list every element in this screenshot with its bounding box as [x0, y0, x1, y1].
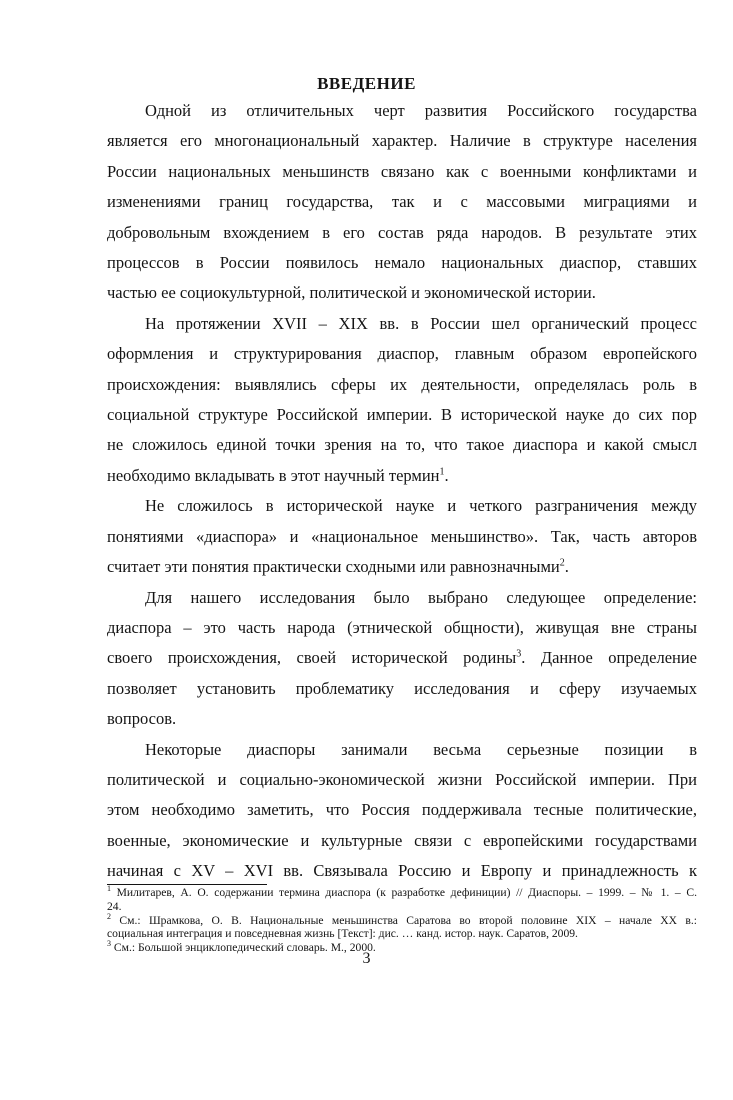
text-fragment: .	[564, 557, 569, 577]
text-fragment: необходимо вкладывать в этот научный термин	[107, 465, 440, 485]
footnote-text: См.: Большой энциклопедический словарь. М., 2000.	[113, 941, 376, 955]
text-line: вопросов.	[107, 709, 177, 729]
text-line: России национальных меньшинств связано как с военными конфликтами и	[107, 161, 697, 181]
text-line: изменениями границ государства, так и с массовыми миграциями и	[107, 192, 697, 212]
text-fragment: своего происхождения, своей исторической родины	[107, 648, 517, 668]
text-line: не сложилось единой точки зрения на то, что такое диаспора и какой смысл	[107, 435, 697, 455]
text-line-with-footnote	[107, 643, 697, 673]
text-line: На протяжении XVII – XIX вв. в России шел органический процесс	[145, 313, 697, 333]
text-line: Некоторые диаспоры занимали весьма серьезные позиции в	[145, 739, 697, 759]
paragraph-4	[107, 583, 697, 735]
text-line-with-footnote	[107, 552, 697, 582]
text-fragment: считает эти понятия практически сходными или равнозначными	[107, 557, 560, 577]
text-line: оформления и структурирования диаспор, главным образом европейского	[107, 344, 697, 364]
footnote-mark: 2	[107, 911, 111, 921]
text-line: добровольным вхождением в его состав ряда народов. В результате этих	[107, 222, 697, 242]
footnote-text: См.: Шрамкова, О. В. Национальные меньшинства Саратова во второй половине XIX – начале XX в.:	[119, 913, 697, 927]
footnote-1	[107, 886, 697, 914]
footnotes	[107, 886, 697, 955]
footnote-line	[107, 911, 697, 928]
text-line: диаспора – это часть народа (этнической общности), живущая вне страны	[107, 617, 697, 637]
text-line: этом необходимо заметить, что Россия поддерживала тесные политические,	[107, 800, 697, 820]
text-line: Не сложилось в исторической науке и четкого разграничения между	[145, 496, 697, 516]
footnote-line: социальная интеграция и повседневная жизнь [Текст]: дис. … канд. истор. наук. Саратов, 2009.	[107, 927, 578, 941]
footnote-line: 24.	[107, 899, 122, 913]
section-heading: ВВЕДЕНИЕ	[317, 74, 416, 93]
paragraph-2	[107, 309, 697, 491]
footnote-2	[107, 911, 697, 942]
body-text	[107, 96, 697, 887]
text-line: является его многонациональный характер. Наличие в структуре населения	[107, 131, 697, 151]
text-fragment: . Данное определение	[521, 648, 697, 668]
footnote-line	[107, 886, 697, 900]
footnote-text: Милитарев, А. О. содержании термина диаспора (к разработке дефиниции) // Диаспоры. – 1999. – № 1. – С.	[116, 886, 697, 899]
text-line: военные, экономические и культурные связи с европейскими государствами	[107, 830, 697, 850]
text-line-with-footnote	[107, 461, 697, 491]
text-line: процессов в России появилось немало национальных диаспор, ставших	[107, 253, 697, 273]
footnote-reference[interactable]: 3	[516, 648, 522, 660]
text-line: начиная с XV – XVI вв. Связывала Россию и Европу и принадлежность к	[107, 861, 697, 881]
footnote-reference[interactable]: 2	[559, 557, 565, 569]
text-line: частью ее социокультурной, политической и экономической истории.	[107, 283, 596, 303]
text-line: понятиями «диаспора» и «национальное меньшинство». Так, часть авторов	[107, 526, 697, 546]
footnote-reference[interactable]: 1	[439, 466, 445, 478]
text-line: происхождения: выявлялись сферы их деятельности, определялась роль в	[107, 374, 697, 394]
footnote-divider	[107, 884, 267, 885]
paragraph-1	[107, 96, 697, 309]
text-line: социальной структуре Российской империи. В исторической науке до сих пор	[107, 405, 697, 425]
footnote-mark: 1	[107, 884, 111, 894]
paragraph-5	[107, 735, 697, 887]
text-line: политической и социально-экономической жизни Российской империи. При	[107, 769, 697, 789]
footnote-mark: 3	[107, 939, 111, 949]
paragraph-3	[107, 491, 697, 582]
text-line: Одной из отличительных черт развития Российского государства	[145, 101, 697, 120]
text-line: Для нашего исследования было выбрано следующее определение:	[145, 587, 697, 607]
text-line: позволяет установить проблематику исследования и сферу изучаемых	[107, 678, 697, 698]
page-number: 3	[362, 950, 371, 967]
text-fragment: .	[444, 465, 449, 485]
